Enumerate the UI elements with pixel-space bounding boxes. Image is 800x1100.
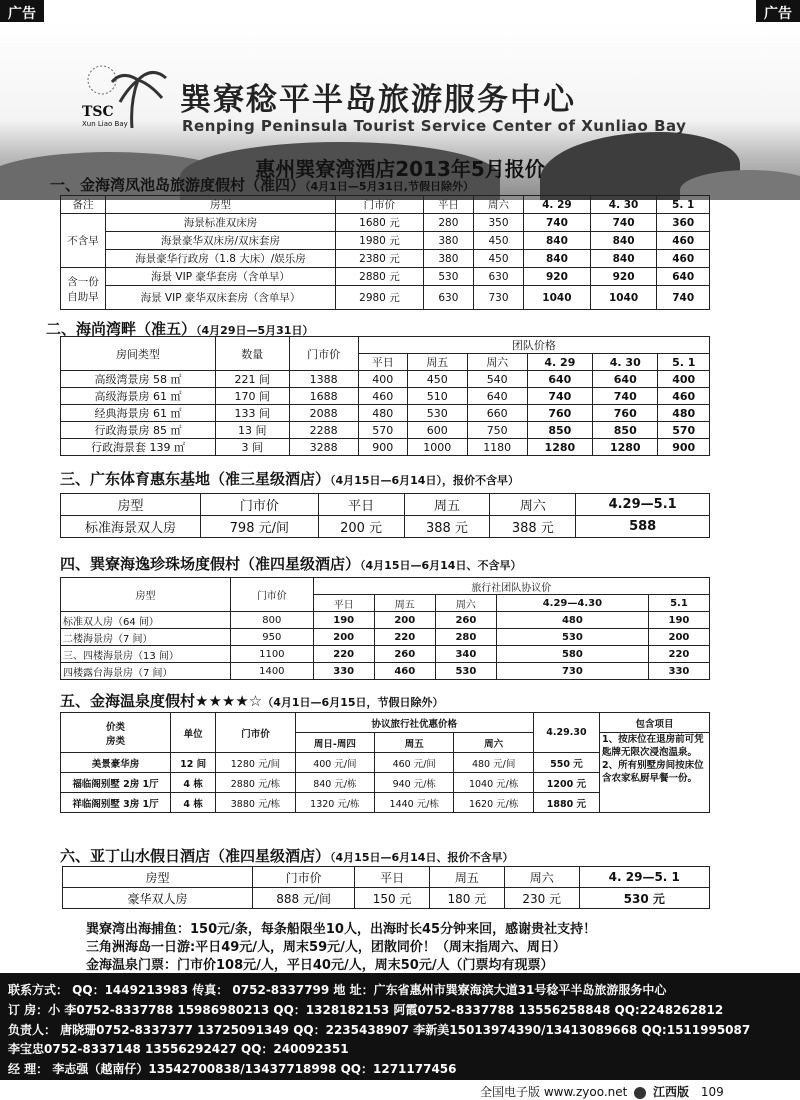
table-cell: 平日 [423, 196, 473, 214]
table-cell: 460 元/间 [375, 753, 454, 773]
table-cell: 12 间 [171, 753, 216, 773]
table-cell: 540 [467, 371, 527, 388]
table-cell: 数量 [216, 337, 290, 371]
table-cell: 530 元 [579, 888, 709, 909]
table-cell: 周六 [490, 494, 576, 516]
table-cell: 480 [358, 405, 407, 422]
table-cell: 不含早 [61, 214, 106, 268]
contact-line: 联系方式： QQ：1449213983 传真： 0752-8337799 地 址：广东省惠州市巽寮海滨大道31号稔平半岛旅游服务中心 [8, 983, 667, 997]
table-cell: 840 [590, 250, 657, 268]
table-cell: 4. 29 [524, 196, 591, 214]
table-cell: 1620 元/栋 [454, 793, 533, 813]
table-cell: 400 [658, 371, 710, 388]
table-cell: 4. 29—5. 1 [579, 867, 709, 888]
table-cell: 经典海景房 61 ㎡ [61, 405, 216, 422]
section-1-title: 一、金海湾凤池岛旅游度假村（准四）（4月1日—5月31日,节假日除外） [50, 176, 474, 194]
table-row [61, 268, 710, 286]
headline: 惠州巽寮湾酒店2013年5月报价 [255, 157, 545, 181]
section-2-title: 二、海尚湾畔（准五）（4月29日—5月31日） [46, 320, 314, 338]
section-4-title: 四、巽寮海逸珍珠场度假村（准四星级酒店）（4月15日—6月14日、不含早） [60, 555, 522, 573]
table-cell: 280 [423, 214, 473, 232]
table-cell: 门市价 [201, 494, 319, 516]
table-cell: 221 间 [216, 371, 290, 388]
table-row [61, 250, 710, 268]
table-cell: 4.29.30 [533, 713, 599, 753]
table-cell: 1280 [527, 439, 592, 456]
table-cell: 福临阁别墅 2房 1厅 [61, 773, 171, 793]
table-row [61, 371, 710, 388]
table-cell: 888 元/间 [253, 888, 355, 909]
contact-line: 经 理： 李志强（越南仔）13542700838/13437718998 QQ：1271177456 [8, 1062, 457, 1076]
section-4-table [60, 577, 710, 680]
table-cell: 630 [423, 286, 473, 310]
contact-panel [0, 973, 800, 1080]
section-6-table [62, 866, 710, 909]
table-cell: 2288 [289, 422, 358, 439]
tsc-logo [72, 62, 168, 132]
table-cell: 行政海景套 139 ㎡ [61, 439, 216, 456]
table-cell: 800 [231, 612, 314, 629]
page-number: 109 [700, 1085, 724, 1099]
note-island-tour: 三角洲海岛一日游:平日49元/人，周末59元/人，团散同价！（周末指周六、周日） [86, 940, 566, 955]
table-cell: 730 [473, 286, 523, 310]
table-cell: 周日-周四 [295, 733, 374, 753]
table-cell: 280 [435, 629, 496, 646]
table-header [61, 494, 710, 516]
table-cell: 1280 [593, 439, 658, 456]
table-cell: 4 栋 [171, 793, 216, 813]
table-cell: 二楼海景房（7 间） [61, 629, 231, 646]
logo-text: TSC [82, 104, 114, 120]
footer-logo-icon [634, 1087, 646, 1099]
table-cell: 400 [358, 371, 407, 388]
table-cell: 1040 元/栋 [454, 773, 533, 793]
table-cell: 4.29—4.30 [496, 595, 648, 612]
table-cell: 4. 30 [593, 354, 658, 371]
table-cell: 480 [658, 405, 710, 422]
table-cell: 570 [658, 422, 710, 439]
table-cell: 660 [467, 405, 527, 422]
page-subtitle: Renping Peninsula Tourist Service Center of Xunliao Bay [182, 117, 687, 135]
table-cell: 周六 [504, 867, 579, 888]
table-cell: 330 [648, 663, 709, 680]
table-cell: 730 [496, 663, 648, 680]
table-cell: 4.29—5.1 [576, 494, 710, 516]
table-row [61, 516, 710, 538]
table-cell: 190 [313, 612, 374, 629]
table-cell: 640 [527, 371, 592, 388]
table-cell: 协议旅行社优惠价格 [295, 713, 533, 733]
footer-site: 全国电子版 www.zyoo.net [480, 1085, 628, 1099]
table-cell: 含一份自助早 [61, 268, 106, 310]
table-cell: 1320 元/栋 [295, 793, 374, 813]
section-5-table [60, 712, 710, 813]
table-cell: 530 [407, 405, 467, 422]
table-cell: 房型 [61, 578, 231, 612]
table-header [61, 337, 710, 354]
table-cell: 房间类型 [61, 337, 216, 371]
table-cell: 940 元/栋 [375, 773, 454, 793]
include-item: 2、所有别墅房间按床位含农家私厨早餐一份。 [602, 760, 704, 784]
table-cell: 900 [358, 439, 407, 456]
table-cell: 1388 [289, 371, 358, 388]
table-cell: 200 [313, 629, 374, 646]
table-cell: 1980 元 [336, 232, 424, 250]
table-cell: 旅行社团队协议价 [313, 578, 709, 595]
table-cell: 798 元/间 [201, 516, 319, 538]
table-row [61, 405, 710, 422]
table-cell: 5. 1 [657, 196, 710, 214]
table-cell: 460 [374, 663, 435, 680]
table-header [63, 867, 710, 888]
table-cell: 价类 房类 [61, 713, 171, 753]
table-cell: 400 元/间 [295, 753, 374, 773]
page-title: 巽寮稔平半岛旅游服务中心 [180, 82, 576, 118]
table-cell [600, 733, 710, 813]
table-cell: 房型 [63, 867, 253, 888]
section-3-table [60, 493, 710, 538]
table-row [61, 663, 710, 680]
section-5-title: 五、金海温泉度假村★★★★☆（4月1日—6月15日，节假日除外） [60, 692, 444, 710]
table-cell: 480 [496, 612, 648, 629]
table-cell: 1040 [524, 286, 591, 310]
table-cell: 170 间 [216, 388, 290, 405]
table-cell: 高级湾景房 58 ㎡ [61, 371, 216, 388]
table-cell: 1040 [590, 286, 657, 310]
table-cell: 海景豪华双床房/双床套房 [106, 232, 336, 250]
table-cell: 640 [593, 371, 658, 388]
table-cell: 380 [423, 232, 473, 250]
table-header [61, 196, 710, 214]
table-cell: 周六 [467, 354, 527, 371]
table-cell: 包含项目 [600, 713, 710, 733]
table-cell: 1680 元 [336, 214, 424, 232]
table-cell: 900 [658, 439, 710, 456]
table-cell: 3288 [289, 439, 358, 456]
table-cell: 标准海景双人房 [61, 516, 201, 538]
table-cell: 450 [407, 371, 467, 388]
contact-line: 负责人： 唐晓珊0752-8337377 13725091349 QQ：2235438907 李新美15013974390/13413089668 QQ:1511995087 [8, 1023, 751, 1037]
table-cell: 平日 [313, 595, 374, 612]
table-cell: 580 [496, 646, 648, 663]
table-cell: 1000 [407, 439, 467, 456]
table-cell: 360 [657, 214, 710, 232]
contact-line: 李宝忠0752-8337148 13556292427 QQ：240092351 [8, 1042, 349, 1056]
footer-edition: 江西版 [653, 1085, 690, 1099]
table-cell: 840 [590, 232, 657, 250]
table-cell: 350 [473, 214, 523, 232]
table-cell: 1400 [231, 663, 314, 680]
table-cell: 450 [473, 250, 523, 268]
note-hotspring-ticket: 金海温泉门票：门市价108元/人，平日40元/人，周末50元/人（门票均有现票） [86, 958, 554, 973]
table-cell: 220 [374, 629, 435, 646]
table-cell: 周五 [407, 354, 467, 371]
table-cell: 850 [527, 422, 592, 439]
table-cell: 门市价 [253, 867, 355, 888]
table-cell: 5. 1 [658, 354, 710, 371]
table-cell: 150 元 [355, 888, 430, 909]
table-cell: 2880 元 [336, 268, 424, 286]
contact-line: 订 房：小 李0752-8337788 15986980213 QQ：1328182153 阿霞0752-8337788 13556258848 QQ:2248262812 [8, 1003, 724, 1017]
table-cell: 230 元 [504, 888, 579, 909]
table-header [61, 713, 710, 733]
table-cell: 1200 元 [533, 773, 599, 793]
table-cell: 1688 [289, 388, 358, 405]
table-row [63, 888, 710, 909]
table-cell: 950 [231, 629, 314, 646]
table-row [61, 646, 710, 663]
table-cell: 1100 [231, 646, 314, 663]
table-cell: 1440 元/栋 [375, 793, 454, 813]
table-cell: 周五 [404, 494, 490, 516]
table-cell: 530 [423, 268, 473, 286]
table-cell: 530 [496, 629, 648, 646]
table-cell: 2980 元 [336, 286, 424, 310]
table-cell: 13 间 [216, 422, 290, 439]
table-cell: 740 [657, 286, 710, 310]
table-cell: 周六 [473, 196, 523, 214]
table-cell: 840 [524, 250, 591, 268]
table-cell: 海景 VIP 豪华套房（含单早） [106, 268, 336, 286]
table-cell: 260 [374, 646, 435, 663]
table-cell: 门市价 [216, 713, 295, 753]
table-cell: 豪华双人房 [63, 888, 253, 909]
table-cell: 750 [467, 422, 527, 439]
table-cell: 备注 [61, 196, 106, 214]
table-row [61, 612, 710, 629]
table-cell: 388 元 [490, 516, 576, 538]
table-cell: 4 栋 [171, 773, 216, 793]
table-cell: 1880 元 [533, 793, 599, 813]
table-cell: 460 [358, 388, 407, 405]
table-cell: 门市价 [231, 578, 314, 612]
table-cell: 530 [435, 663, 496, 680]
table-cell: 740 [524, 214, 591, 232]
table-cell: 团队价格 [358, 337, 709, 354]
table-cell: 510 [407, 388, 467, 405]
table-cell: 200 元 [318, 516, 404, 538]
table-cell: 630 [473, 268, 523, 286]
table-cell: 640 [467, 388, 527, 405]
table-cell: 1180 [467, 439, 527, 456]
table-cell: 600 [407, 422, 467, 439]
table-cell: 190 [648, 612, 709, 629]
table-row [61, 439, 710, 456]
table-cell: 840 [524, 232, 591, 250]
logo-subtext: Xun Liao Bay [82, 120, 128, 128]
footer [480, 1083, 724, 1100]
table-cell: 388 元 [404, 516, 490, 538]
table-cell: 3 间 [216, 439, 290, 456]
table-cell: 5.1 [648, 595, 709, 612]
table-cell: 850 [593, 422, 658, 439]
table-cell: 920 [590, 268, 657, 286]
include-item: 1、按床位在退房前可凭匙牌无限次浸泡温泉。 [602, 734, 704, 758]
table-cell: 平日 [355, 867, 430, 888]
ad-label-left: 广告 [0, 0, 44, 26]
table-row [61, 422, 710, 439]
ad-label-right: 广告 [756, 0, 800, 26]
table-cell: 三、四楼海景房（13 间） [61, 646, 231, 663]
table-cell: 450 [473, 232, 523, 250]
table-cell: 460 [657, 250, 710, 268]
table-cell: 260 [435, 612, 496, 629]
table-cell: 海景 VIP 豪华双床套房（含单早） [106, 286, 336, 310]
table-cell: 220 [648, 646, 709, 663]
table-cell: 门市价 [336, 196, 424, 214]
table-cell: 220 [313, 646, 374, 663]
table-cell: 海景标准双床房 [106, 214, 336, 232]
table-cell: 行政海景房 85 ㎡ [61, 422, 216, 439]
table-cell: 460 [657, 232, 710, 250]
table-cell: 高级海景房 61 ㎡ [61, 388, 216, 405]
table-cell: 四楼露台海景房（7 间） [61, 663, 231, 680]
table-row [61, 214, 710, 232]
table-cell: 340 [435, 646, 496, 663]
table-cell: 4. 30 [590, 196, 657, 214]
table-cell: 570 [358, 422, 407, 439]
table-row [61, 232, 710, 250]
table-cell: 周五 [430, 867, 505, 888]
table-cell: 330 [313, 663, 374, 680]
table-cell: 200 [648, 629, 709, 646]
table-cell: 平日 [358, 354, 407, 371]
table-row [61, 388, 710, 405]
table-cell: 740 [590, 214, 657, 232]
table-cell: 740 [527, 388, 592, 405]
table-cell: 2088 [289, 405, 358, 422]
table-cell: 2880 元/栋 [216, 773, 295, 793]
table-row [61, 629, 710, 646]
table-cell: 588 [576, 516, 710, 538]
table-cell: 840 元/栋 [295, 773, 374, 793]
table-cell: 周五 [374, 595, 435, 612]
table-cell: 美景豪华房 [61, 753, 171, 773]
table-cell: 周六 [435, 595, 496, 612]
section-1-table [60, 195, 710, 310]
table-cell: 门市价 [289, 337, 358, 371]
table-cell: 2380 元 [336, 250, 424, 268]
table-cell: 房型 [61, 494, 201, 516]
table-cell: 740 [593, 388, 658, 405]
table-cell: 周五 [375, 733, 454, 753]
table-cell: 760 [593, 405, 658, 422]
table-cell: 标准双人房（64 间） [61, 612, 231, 629]
table-cell: 4. 29 [527, 354, 592, 371]
table-cell: 920 [524, 268, 591, 286]
table-cell: 3880 元/栋 [216, 793, 295, 813]
table-row [61, 286, 710, 310]
table-cell: 760 [527, 405, 592, 422]
table-cell: 祥临阁别墅 3房 1厅 [61, 793, 171, 813]
table-cell: 380 [423, 250, 473, 268]
table-cell: 640 [657, 268, 710, 286]
table-cell: 周六 [454, 733, 533, 753]
section-6-title: 六、亚丁山水假日酒店（准四星级酒店）（4月15日—6月14日、报价不含早） [60, 847, 514, 865]
section-3-title: 三、广东体育惠东基地（准三星级酒店）（4月15日—6月14日），报价不含早） [60, 470, 519, 488]
table-cell: 480 元/间 [454, 753, 533, 773]
table-cell: 海景豪华行政房（1.8 大床）/娱乐房 [106, 250, 336, 268]
table-cell: 单位 [171, 713, 216, 753]
table-header [61, 578, 710, 595]
table-cell: 460 [658, 388, 710, 405]
section-2-table [60, 336, 710, 456]
table-cell: 133 间 [216, 405, 290, 422]
table-cell: 200 [374, 612, 435, 629]
table-cell: 房型 [106, 196, 336, 214]
table-cell: 550 元 [533, 753, 599, 773]
note-fishing: 巽寮湾出海捕鱼：150元/条，每条船限坐10人，出海时长45分钟来回，感谢贵社支持！ [86, 922, 597, 937]
table-cell: 平日 [318, 494, 404, 516]
table-cell: 180 元 [430, 888, 505, 909]
table-cell: 1280 元/间 [216, 753, 295, 773]
